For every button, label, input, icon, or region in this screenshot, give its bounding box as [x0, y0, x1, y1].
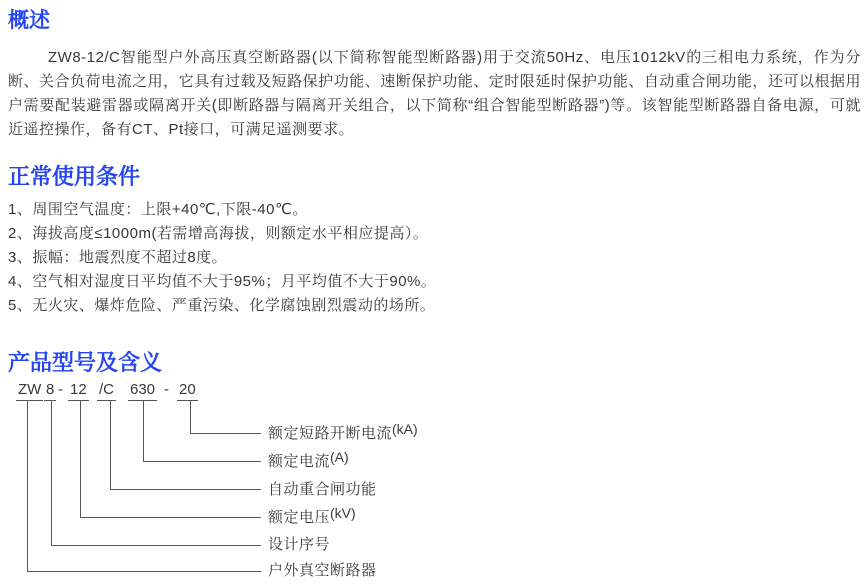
- connector-line-vertical: [190, 401, 191, 433]
- model-code-part: ZW: [16, 382, 43, 401]
- model-code-part: 20: [177, 382, 198, 401]
- connector-line-vertical: [51, 401, 52, 545]
- label-text: 额定短路开断电流: [268, 425, 393, 442]
- model-meaning-label: [268, 479, 377, 500]
- condition-item: 3、振幅：地震烈度不超过8度。: [8, 249, 228, 266]
- label-text: 额定电压: [268, 509, 331, 526]
- label-unit: (kA): [392, 421, 418, 437]
- connector-line-horizontal: [51, 545, 261, 546]
- connector-line-horizontal: [27, 571, 261, 572]
- model-meaning-label: [268, 560, 377, 581]
- model-code-part: /C: [97, 382, 116, 401]
- condition-item: 1、周围空气温度：上限+40℃,下限-40℃。: [8, 201, 308, 218]
- connector-line-vertical: [27, 401, 28, 571]
- model-code-part: 12: [68, 382, 89, 401]
- conditions-section-title: 正常使用条件: [8, 164, 141, 189]
- model-meaning-label: [268, 507, 356, 528]
- model-meaning-label: [268, 423, 418, 444]
- condition-item: 2、海拔高度≤1000m(若需增高海拔，则额定水平相应提高）。: [8, 225, 429, 242]
- label-unit: (kV): [330, 505, 356, 521]
- label-text: 设计序号: [268, 536, 331, 553]
- overview-paragraph: ZW8-12/C智能型户外高压真空断路器(以下简称智能型断路器)用于交流50Hz、电压1012kV的三相电力系统，作为分断、关合负荷电流之用，它具有过载及短路保护功能、速断保护功能、定时限延时保护功能、自动重合闸功能，还可以根据用户需要配装避雷器或隔离开关(即断路器与隔离开关组合，以下简称“组合智能型断路器”)等。该智能型断路器自备电源，可就近遥控操作，备有CT、Pt接口，可满足遥测要求。: [8, 49, 861, 138]
- connector-line-vertical: [110, 401, 111, 489]
- connector-line-horizontal: [80, 517, 261, 518]
- model-meaning-label: [268, 451, 349, 472]
- label-text: 额定电流: [268, 453, 331, 470]
- label-text: 自动重合闸功能: [268, 481, 377, 498]
- condition-item: 4、空气相对湿度日平均值不大于95%；月平均值不大于90%。: [8, 273, 437, 290]
- label-text: 户外真空断路器: [268, 562, 377, 579]
- model-code-part: 630: [128, 382, 157, 401]
- connector-line-horizontal: [143, 461, 261, 462]
- model-designation-diagram: [8, 382, 861, 588]
- connector-line-horizontal: [110, 489, 261, 490]
- condition-item: 5、无火灾、爆炸危险、严重污染、化学腐蚀剧烈震动的场所。: [8, 297, 436, 314]
- model-code-separator: -: [164, 381, 169, 398]
- model-section-title: 产品型号及含义: [8, 350, 163, 375]
- overview-section-title: 概述: [8, 9, 50, 32]
- connector-line-vertical: [80, 401, 81, 517]
- model-code-separator: -: [58, 381, 63, 398]
- conditions-list: [8, 198, 861, 318]
- connector-line-horizontal: [190, 433, 261, 434]
- label-unit: (A): [330, 449, 349, 465]
- model-meaning-label: [268, 534, 330, 555]
- connector-line-vertical: [143, 401, 144, 461]
- model-code-part: 8: [44, 382, 56, 401]
